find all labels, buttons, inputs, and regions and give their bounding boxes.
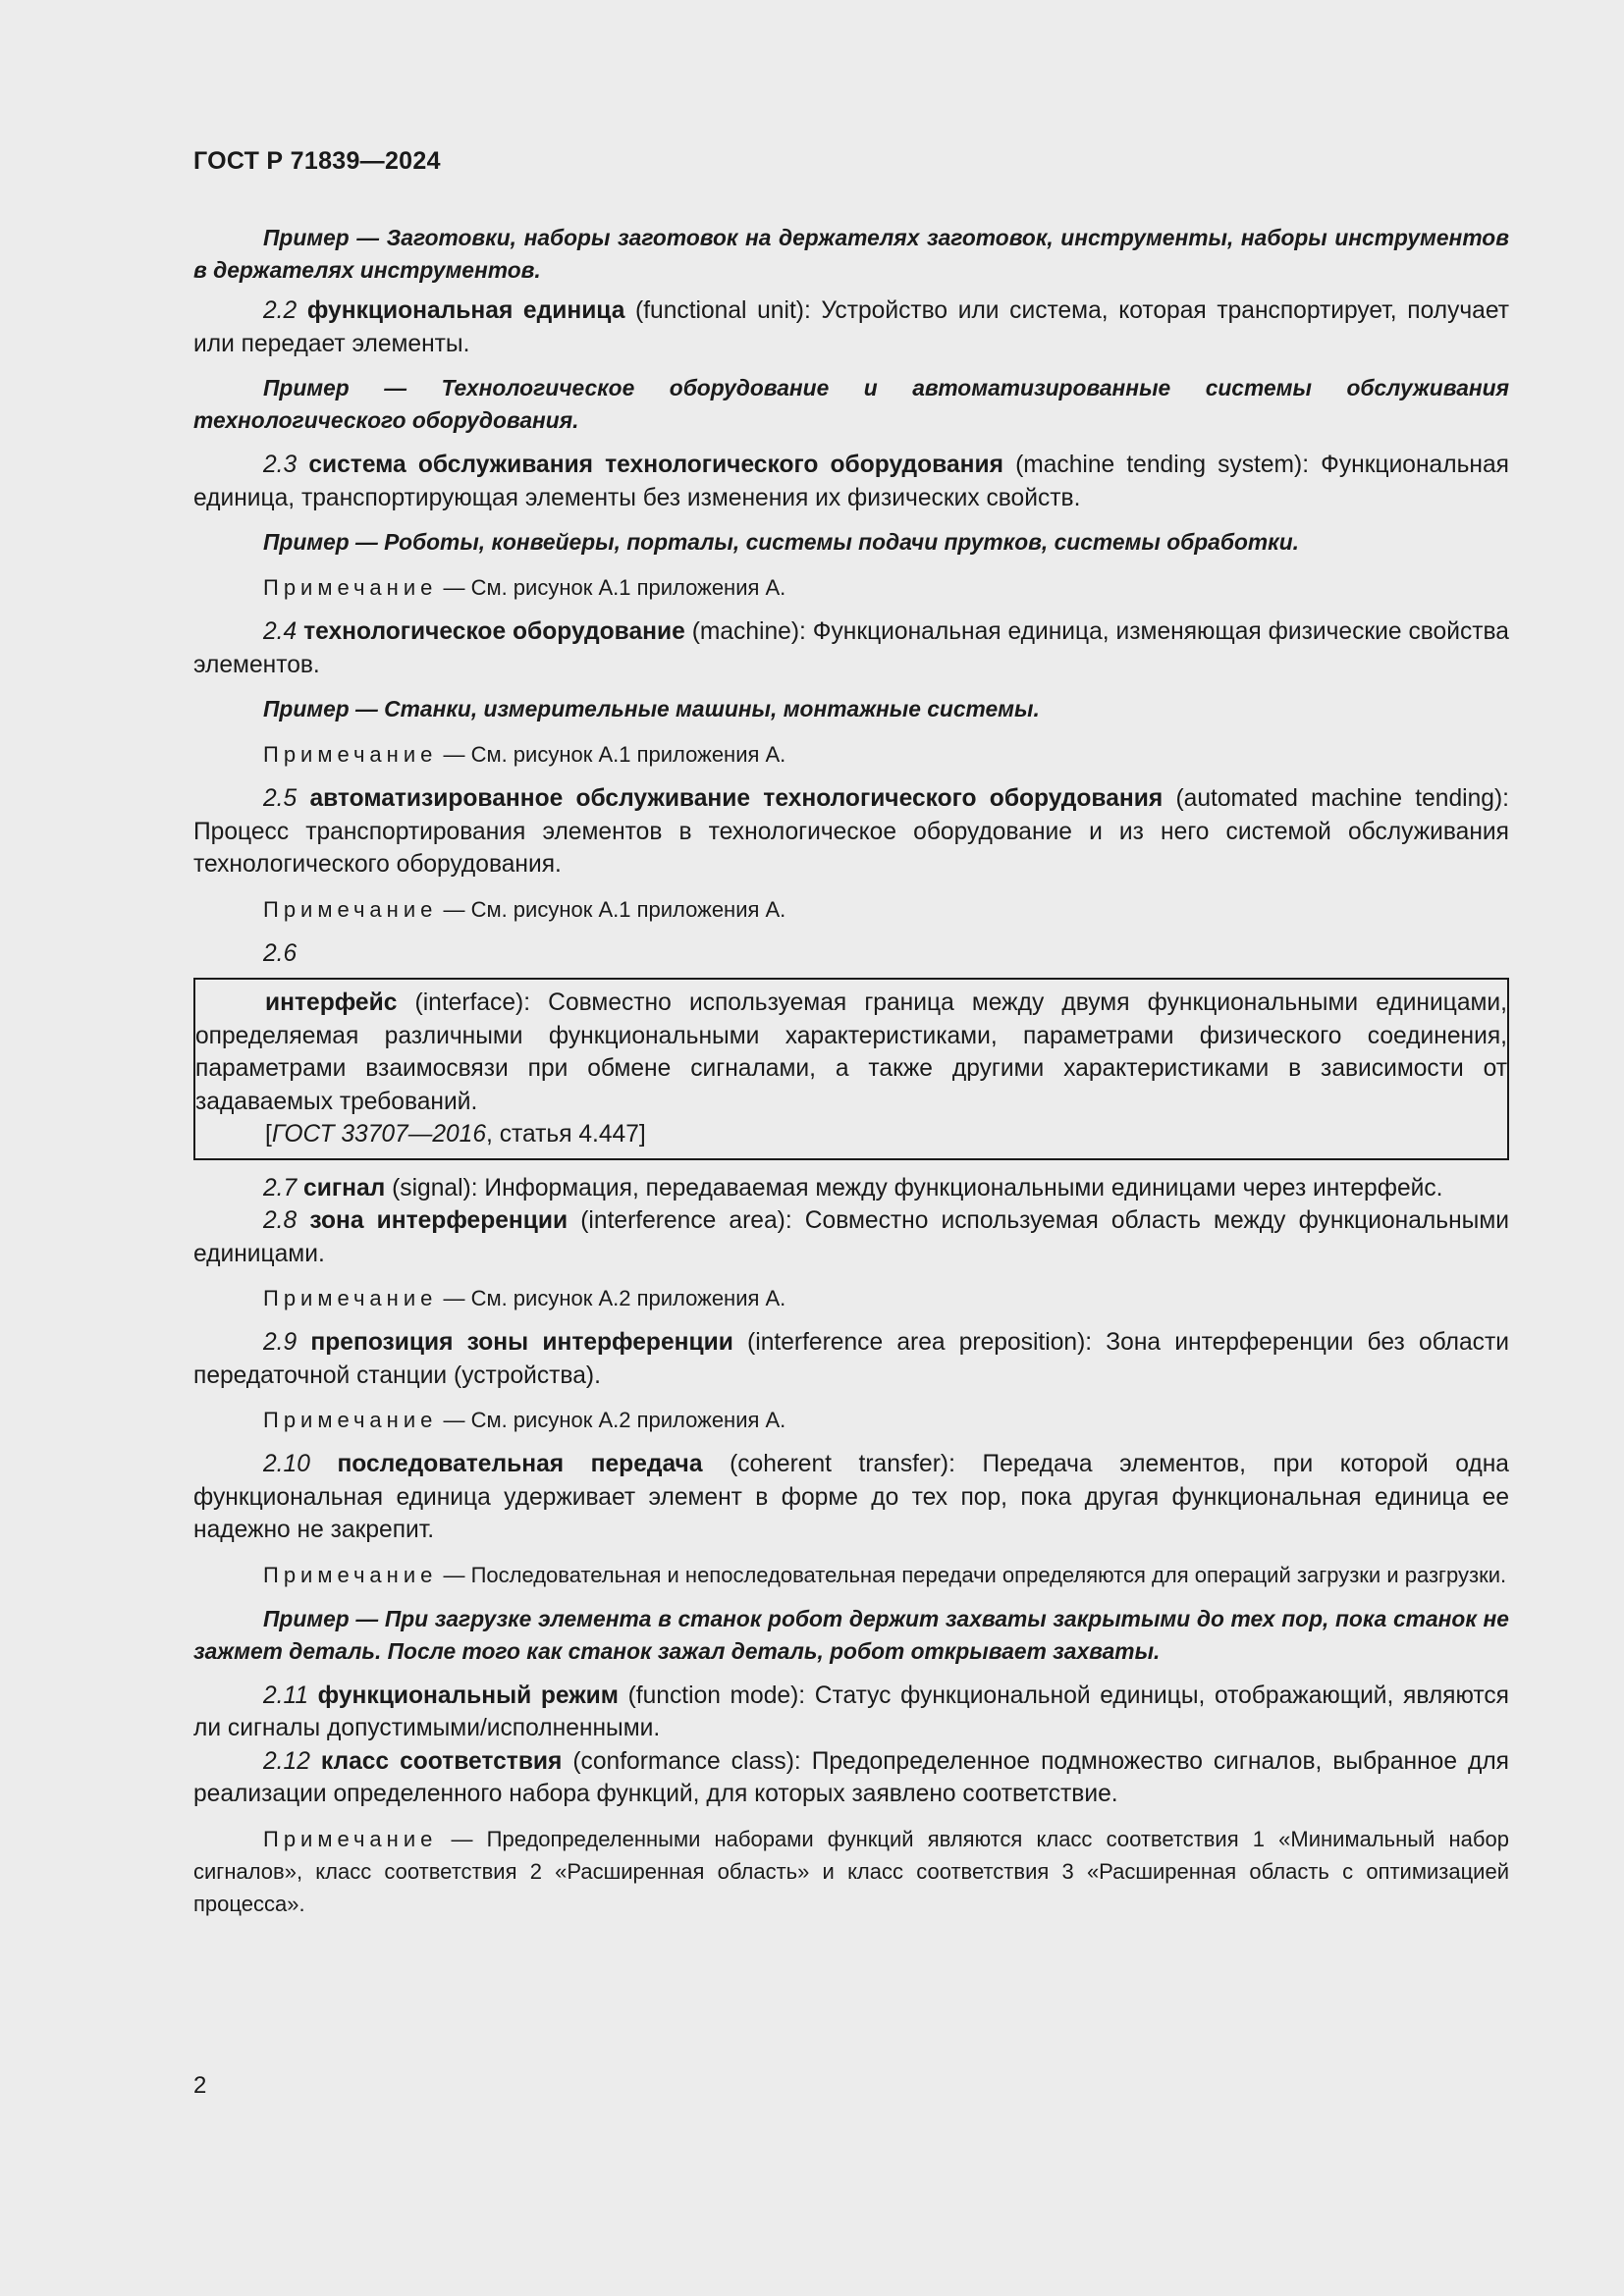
term-2-6 [195,987,1507,1118]
term-title: автоматизированное обслуживание технологического оборудования [309,785,1164,812]
term-2-8 [193,1204,1509,1270]
term-number: 2.9 [263,1329,298,1356]
term-title: зона интерференции [309,1207,568,1234]
example-text: Пример — Роботы, конвейеры, порталы, системы подачи прутков, системы обработки. [263,529,1299,555]
document-body [193,222,1509,1920]
note-text: — См. рисунок А.2 приложения А. [437,1286,786,1310]
term-2-6-number [193,937,1509,971]
term-number: 2.11 [263,1682,309,1709]
note-label: Примечание [263,742,438,767]
term-definition: (coherent transfer): Передача элементов, при которой одна функциональная единица удерживает элемент в форме до тех пор, пока другая функциональная единица ее надежно не закрепит. [193,1451,1509,1543]
term-number: 2.2 [263,297,298,324]
page-number: 2 [193,2072,207,2099]
note [193,1282,1509,1314]
term-definition: (signal): Информация, передаваемая между функциональными единицами через интерфейс. [385,1174,1443,1201]
term-number: 2.12 [263,1747,310,1775]
source-standard: ГОСТ 33707—2016 [271,1121,487,1148]
note-label: Примечание [263,1826,438,1851]
term-2-2 [193,294,1509,360]
term-2-4 [193,615,1509,681]
term-title: функциональная единица [306,297,625,324]
term-title: функциональный режим [317,1682,619,1709]
term-2-3 [193,449,1509,514]
example-text: Пример — Станки, измерительные машины, монтажные системы. [263,696,1040,721]
source-reference: [ГОСТ 33707—2016, статья 4.447] [265,1121,646,1148]
term-2-12 [193,1745,1509,1811]
term-number: 2.5 [263,785,298,812]
term-2-10 [193,1448,1509,1547]
note-text: — Предопределенными наборами функций являются класс соответствия 1 «Минимальный набор сигналов», класс соответствия 2 «Расширенная область» и класс соответствия 3 «Расширенная область с оптимизацией процесса». [193,1826,1509,1916]
term-title: интерфейс [265,989,398,1016]
term-definition: (machine tending system): Функциональная единица, транспортирующая элементы без изменения их физических свойств. [193,452,1509,511]
term-2-7 [193,1172,1509,1205]
document-code-header: ГОСТ Р 71839—2024 [193,147,441,175]
term-definition: (functional unit): Устройство или система, которая транспортирует, получает или передает элементы. [193,297,1509,357]
term-title: технологическое оборудование [303,618,685,645]
note-label: Примечание [263,896,438,922]
note-label: Примечание [263,1286,438,1310]
example-text: Пример — При загрузке элемента в станок робот держит захваты закрытыми до тех пор, пока станок не зажмет деталь. После того как станок зажал деталь, робот открывает захваты. [193,1605,1509,1664]
term-title: класс соответствия [320,1747,563,1775]
term-title: последовательная передача [337,1451,703,1477]
term-definition: (function mode): Статус функциональной единицы, отображающий, являются ли сигналы допустимыми/исполненными. [193,1682,1509,1741]
quoted-definition-box [193,978,1509,1160]
note [193,1823,1509,1920]
term-title: система обслуживания технологического оборудования [308,452,1003,478]
term-number: 2.3 [263,452,298,478]
note-text: — См. рисунок А.1 приложения А. [437,896,786,922]
term-definition: (interference area preposition): Зона интерференции без области передаточной станции (устройства). [193,1329,1509,1389]
term-number: 2.6 [263,939,298,967]
term-definition: (interface): Совместно используемая граница между двумя функциональными единицами, определяемая различными функциональными характеристиками, параметрами физического соединения, параметрами взаимосвязи при обмене сигналами, а также другими характеристиками в зависимости от задаваемых требований. [195,989,1507,1115]
note-label: Примечание [263,575,438,600]
term-definition: (machine): Функциональная единица, изменяющая физические свойства элементов. [193,618,1509,678]
note-text: — См. рисунок А.1 приложения А. [437,575,786,600]
term-title: препозиция зоны интерференции [310,1329,733,1356]
term-number: 2.7 [263,1174,298,1201]
note [193,571,1509,604]
term-number: 2.4 [263,618,298,645]
note [193,738,1509,771]
term-number: 2.10 [263,1451,310,1477]
term-definition: (interference area): Совместно используемая область между функциональными единицами. [193,1207,1509,1267]
term-2-9 [193,1326,1509,1392]
note-text: — См. рисунок А.2 приложения А. [437,1408,786,1432]
term-2-11 [193,1680,1509,1745]
term-number: 2.8 [263,1207,298,1234]
note-label: Примечание [263,1408,438,1432]
note-text: — См. рисунок А.1 приложения А. [437,742,786,767]
note [193,893,1509,926]
term-definition: (conformance class): Предопределенное подмножество сигналов, выбранное для реализации определенного набора функций, для которых заявлено соответствие. [193,1747,1509,1807]
example-text: Пример — Технологическое оборудование и автоматизированные системы обслуживания технологического оборудования. [193,375,1509,433]
term-definition: (automated machine tending): Процесс транспортирования элементов в технологическое оборудование и из него системой обслуживания технологического оборудования. [193,785,1509,878]
note [193,1559,1509,1591]
note-label: Примечание [263,1562,438,1587]
term-title: сигнал [303,1174,386,1201]
term-2-5 [193,782,1509,881]
note-text: — Последовательная и непоследовательная передачи определяются для операций загрузки и разгрузки. [437,1562,1507,1587]
note [193,1404,1509,1436]
example-text: Пример — Заготовки, наборы заготовок на держателях заготовок, инструменты, наборы инструментов в держателях инструментов. [193,225,1509,283]
